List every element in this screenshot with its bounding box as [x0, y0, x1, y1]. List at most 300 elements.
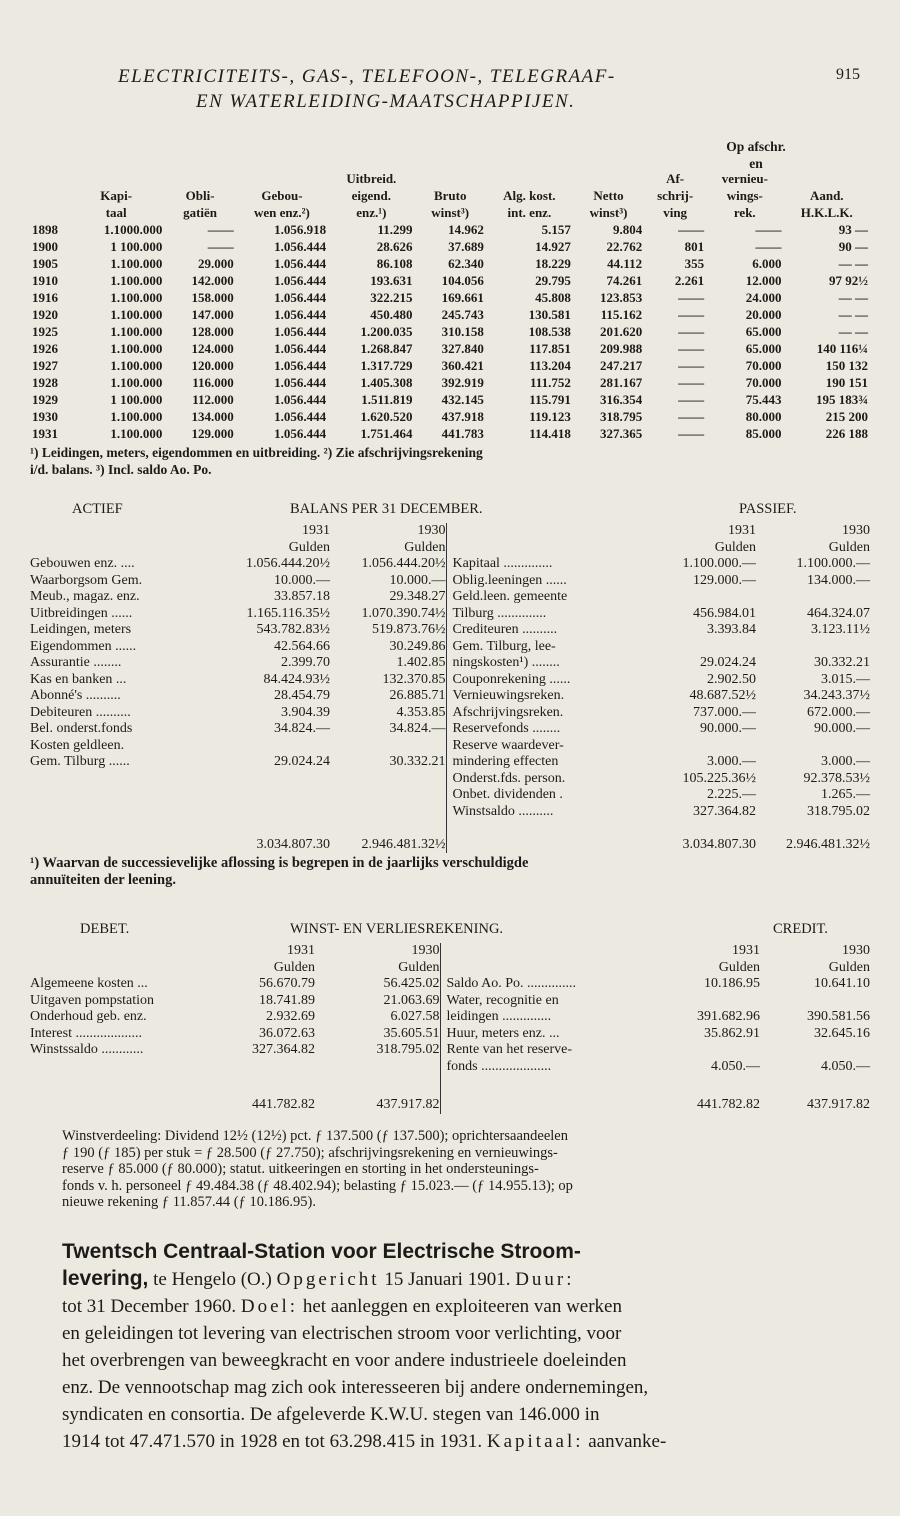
ledger-cell: 1.100.000.—	[796, 556, 870, 571]
ledger-cell: 10.641.10	[814, 976, 870, 991]
ledger-cell: Kapitaal ..............	[446, 556, 646, 573]
table-cell: 1 100.000	[110, 392, 163, 407]
ledger-cell: Interest ...................	[30, 1025, 142, 1041]
table-cell: 1929	[32, 392, 58, 407]
ledger-cell: 92.378.53½	[803, 770, 870, 786]
table-cell: 247.217	[599, 358, 643, 373]
table-cell: 129.000	[191, 426, 234, 441]
ledger-cell: Waarborgsom Gem.	[30, 572, 143, 588]
ledger-cell: 1.100.000.—	[682, 556, 756, 571]
ledger-cell	[30, 804, 220, 821]
ledger-cell: Gem. Tilburg, lee-	[446, 639, 646, 656]
col-header: Bruto	[433, 188, 467, 203]
year-header: 1931	[728, 523, 756, 538]
table-row	[30, 255, 870, 272]
table-cell: 327.365	[599, 426, 643, 441]
ledger-cell	[760, 993, 870, 1010]
table-cell: 1931	[32, 426, 58, 441]
table-cell: ——	[755, 239, 782, 254]
ledger-cell: 2.225.—	[707, 787, 756, 802]
ledger-cell: Bel. onderst.fonds	[30, 721, 133, 736]
col-header	[415, 170, 486, 187]
table-cell: 318.795	[599, 409, 643, 424]
ledger-cell: Couponrekening ......	[446, 672, 646, 689]
ledger-cell: 29.024.24	[274, 754, 330, 769]
ledger-cell	[646, 639, 756, 656]
table-cell: — —	[838, 324, 868, 339]
ledger-row	[30, 1026, 870, 1043]
table-cell: 281.167	[599, 375, 643, 390]
ledger-row	[30, 705, 870, 722]
ledger-cell: 327.364.82	[252, 1042, 315, 1057]
text-line: syndicaten en consortia. De afgeleverde K.W.U. stegen van 146.000 in	[62, 1404, 600, 1425]
text-line: nieuwe rekening ƒ 11.857.44 (ƒ 10.186.95).	[62, 1194, 316, 1210]
total: 437.917.82	[807, 1097, 870, 1112]
table-cell: 80.000	[745, 409, 782, 424]
table-cell: 18.229	[535, 256, 571, 271]
table-cell: 355	[684, 256, 705, 271]
ledger-cell: 10.000.—	[389, 572, 446, 588]
text-line: enz. De vennootschap mag zich ook interesseeren bij andere ondernemingen,	[62, 1377, 649, 1398]
unit-header: Gulden	[273, 959, 315, 975]
ledger-cell: 30.249.86	[389, 638, 446, 654]
ledger-cell: 90.000.—	[700, 721, 756, 736]
table-cell: ——	[678, 426, 705, 441]
ledger-cell: 30.332.21	[814, 655, 870, 670]
ledger-cell: 318.795.02	[807, 803, 870, 819]
ledger-cell: 737.000.—	[693, 704, 756, 720]
table-cell: 22.762	[606, 239, 643, 254]
table-cell: 104.056	[441, 273, 484, 288]
table-cell: 97 92½	[829, 273, 868, 288]
ledger-row	[30, 606, 870, 623]
header-line-2: EN WATERLEIDING-MAATSCHAPPIJEN.	[196, 91, 576, 112]
ledger-cell: 18.741.89	[259, 992, 315, 1008]
table-cell: 90 —	[838, 239, 868, 254]
ledger-cell: 34.243.37½	[803, 688, 870, 703]
table-cell: 1.1000.000	[103, 222, 163, 237]
table-cell: ——	[678, 222, 705, 237]
total: 2.946.481.32½	[786, 836, 870, 852]
profit-loss-account	[30, 943, 870, 1114]
total: 2.946.481.32½	[361, 836, 446, 852]
table-row	[30, 238, 870, 255]
unit-header: Gulden	[398, 959, 440, 975]
ledger-row	[30, 976, 870, 993]
ledger-cell: Winstssaldo ............	[30, 1042, 144, 1057]
table-cell: 245.743	[441, 307, 484, 322]
text-span: het aanleggen en exploiteeren van werken	[298, 1296, 622, 1317]
ledger-cell	[330, 787, 446, 804]
ledger-cell: Winstsaldo ..........	[446, 804, 646, 821]
table-cell: 1.056.444	[274, 375, 327, 390]
table-cell: ——	[678, 392, 705, 407]
ledger-cell	[220, 1059, 315, 1076]
table-cell: 111.752	[530, 375, 571, 390]
ledger-cell: 56.425.02	[383, 976, 440, 991]
table-cell: 1.100.000	[110, 307, 163, 322]
table-cell: 117.851	[529, 341, 571, 356]
table-cell: 6.000	[752, 256, 782, 271]
ledger-cell: Rente van het reserve-	[440, 1042, 655, 1059]
table-cell: ——	[678, 290, 705, 305]
table-cell: 209.988	[599, 341, 643, 356]
ledger-cell: 1.056.444.20½	[361, 556, 446, 571]
table-cell: 1.056.444	[274, 256, 327, 271]
ledger-cell: Reservefonds ........	[446, 721, 646, 738]
ledger-cell: 3.904.39	[281, 704, 330, 720]
ledger-cell: 129.000.—	[693, 572, 756, 588]
ledger-cell: 391.682.96	[697, 1009, 760, 1024]
total: 437.917.82	[376, 1097, 440, 1112]
col-header	[30, 204, 68, 221]
ledger-cell: 456.984.01	[693, 605, 756, 621]
text-line: en geleidingen tot levering van electrischen stroom voor verlichting, voor	[62, 1323, 622, 1344]
table-cell: 65.000	[745, 324, 782, 339]
ledger-cell: Vernieuwingsreken.	[446, 688, 646, 705]
company-entry	[62, 1238, 666, 1455]
table-cell: 226 188	[825, 426, 868, 441]
col-header: gatiën	[183, 205, 218, 220]
table-cell: 147.000	[191, 307, 234, 322]
text-span: te Hengelo (O.)	[148, 1269, 277, 1290]
col-header: rek.	[733, 205, 756, 220]
table-cell: 327.840	[441, 341, 484, 356]
ledger-cell: 35.605.51	[383, 1025, 440, 1041]
ledger-cell: 1.402.85	[396, 655, 446, 670]
ledger-row	[30, 754, 870, 771]
text-span: 15 Januari 1901.	[379, 1269, 516, 1290]
ledger-cell: 4.353.85	[396, 704, 446, 720]
col-header	[236, 170, 328, 187]
col-header	[68, 170, 164, 187]
ledger-row	[30, 1042, 870, 1059]
col-header: int. enz.	[507, 205, 552, 220]
label-opgericht: Opgericht	[276, 1269, 380, 1290]
table-cell: 29.000	[198, 256, 234, 271]
table-cell: 1.317.729	[360, 358, 413, 373]
table-cell: — —	[838, 256, 868, 271]
table-row	[30, 272, 870, 289]
table-cell: 115.162	[600, 307, 643, 322]
table-cell: 45.808	[535, 290, 571, 305]
ledger-cell	[756, 639, 870, 656]
table-cell: 215 200	[825, 409, 868, 424]
ledger-cell: 32.645.16	[814, 1025, 870, 1041]
table-cell: 9.804	[612, 222, 643, 237]
ledger-cell: Abonné's ..........	[30, 688, 121, 703]
label-doel: Doel:	[240, 1296, 299, 1317]
year-header: 1930	[411, 943, 440, 958]
table-cell: 310.158	[441, 324, 484, 339]
ledger-cell: 4.050.—	[711, 1058, 760, 1074]
ledger-cell: ningskosten¹) ........	[446, 655, 646, 672]
text-line: het overbrengen van beweegkracht en voor andere industrieele doeleinden	[62, 1350, 627, 1371]
table-cell: 20.000	[745, 307, 782, 322]
table-cell: 70.000	[745, 375, 782, 390]
table-cell: 193.631	[370, 273, 413, 288]
table-cell: ——	[207, 239, 234, 254]
table-row	[30, 357, 870, 374]
ledger-cell: Geld.leen. gemeente	[446, 589, 646, 606]
table-cell: 108.538	[528, 324, 571, 339]
ledger-cell: 35.862.91	[704, 1025, 760, 1041]
ledger-cell: Afschrijvingsreken.	[446, 705, 646, 722]
text-span: aanvanke-	[583, 1431, 667, 1452]
table-cell: 65.000	[745, 341, 782, 356]
ledger-row	[30, 655, 870, 672]
ledger-cell: 3.015.—	[821, 671, 870, 687]
ledger-cell	[315, 1059, 440, 1076]
ledger-cell: 34.824.—	[389, 721, 446, 736]
table-cell: — —	[838, 307, 868, 322]
text-line: Winstverdeeling: Dividend 12½ (12½) pct. ƒ 137.500 (ƒ 137.500); oprichtersaandeelen	[62, 1128, 568, 1144]
table-cell: ——	[678, 307, 705, 322]
col-header: winst³)	[589, 205, 628, 220]
ledger-cell	[756, 589, 870, 606]
ledger-cell	[220, 771, 330, 788]
col-header	[30, 170, 68, 187]
ledger-cell: Reserve waardever-	[446, 738, 646, 755]
ledger-cell	[646, 738, 756, 755]
wv-title: WINST- EN VERLIESREKENING.	[290, 921, 504, 937]
table-cell: 1927	[32, 358, 58, 373]
table-row	[30, 374, 870, 391]
table-cell: 322.215	[370, 290, 413, 305]
ledger-row	[30, 1059, 870, 1076]
ledger-cell: Crediteuren ..........	[446, 622, 646, 639]
ledger-cell: Leidingen, meters	[30, 622, 132, 637]
ledger-cell: Meub., magaz. enz.	[30, 589, 140, 604]
table-cell: 142.000	[191, 273, 234, 288]
table-cell: 316.354	[599, 392, 643, 407]
ledger-cell: Onderst.fds. person.	[446, 771, 646, 788]
ledger-cell: 2.902.50	[707, 671, 756, 687]
ledger-cell: 132.370.85	[382, 671, 446, 687]
table-cell: 5.157	[541, 222, 571, 237]
ledger-cell: 543.782.83½	[256, 622, 330, 637]
ledger-cell: Algemeene kosten ...	[30, 976, 148, 991]
table-cell: 1 100.000	[110, 239, 163, 254]
year-header: 1930	[417, 523, 446, 538]
ledger-cell: 318.795.02	[376, 1042, 440, 1057]
ledger-cell	[220, 738, 330, 755]
ledger-cell: Kosten geldleen.	[30, 737, 125, 753]
table-cell: 1.100.000	[110, 324, 163, 339]
table-cell: 124.000	[191, 341, 234, 356]
ledger-cell: 30.332.21	[389, 754, 446, 769]
history-table	[30, 170, 870, 478]
ledger-cell: Tilburg ..............	[446, 606, 646, 623]
ledger-row	[30, 993, 870, 1010]
col-header: Netto	[593, 188, 624, 203]
table-cell: 37.689	[448, 239, 484, 254]
ledger-cell: leidingen ..............	[440, 1009, 655, 1026]
col-header: winst³)	[431, 205, 470, 220]
table-cell: 441.783	[441, 426, 484, 441]
table-cell: 2.261	[674, 273, 705, 288]
table-cell: ——	[207, 222, 234, 237]
ledger-cell: 10.000.—	[274, 572, 330, 588]
table-cell: 113.204	[529, 358, 571, 373]
year-header: 1931	[302, 523, 330, 538]
col-header: schrij-	[657, 188, 694, 203]
ledger-row	[30, 556, 870, 573]
table-cell: 1.268.847	[360, 341, 413, 356]
col-header: wen enz.²)	[254, 205, 310, 220]
col-header	[30, 187, 68, 204]
table-cell: 1.056.444	[274, 392, 327, 407]
unit-header: Gulden	[828, 959, 870, 975]
table-cell: 128.000	[191, 324, 234, 339]
ledger-cell: Debiteuren ..........	[30, 704, 131, 720]
text-line: reserve ƒ 85.000 (ƒ 80.000); statut. uitkeeringen en storting in het ondersteunings-	[62, 1161, 539, 1177]
table-cell: 450.480	[370, 307, 413, 322]
col-header: vernieu-	[721, 171, 768, 186]
ledger-cell: 1.165.116.35½	[246, 605, 330, 621]
table-cell: 1.620.520	[360, 409, 413, 424]
unit-header: Gulden	[828, 539, 870, 555]
table-cell: 169.661	[441, 290, 484, 305]
ledger-cell: 28.454.79	[274, 688, 330, 703]
table-cell: 150 132	[825, 358, 868, 373]
ledger-cell: 48.687.52½	[689, 688, 756, 703]
ledger-cell: 134.000.—	[807, 572, 870, 588]
col-header	[164, 170, 235, 187]
table-cell: 1.200.035	[360, 324, 413, 339]
header-text: Op afschr.	[726, 139, 786, 154]
ledger-cell: 519.873.76½	[372, 622, 446, 637]
ledger-cell: 2.399.70	[281, 655, 330, 670]
col-header	[486, 170, 573, 187]
ledger-cell: Assurantie ........	[30, 655, 122, 670]
unit-header: Gulden	[718, 959, 760, 975]
table-cell: 1916	[32, 290, 58, 305]
company-name-cont: levering,	[62, 1267, 149, 1290]
wv-debet-label: DEBET.	[80, 921, 130, 937]
table-row	[30, 306, 870, 323]
ledger-cell: Uitgaven pompstation	[30, 992, 155, 1008]
ledger-cell: Uitbreidingen ......	[30, 605, 133, 621]
table-cell: 392.919	[441, 375, 484, 390]
table-cell: 1.100.000	[110, 358, 163, 373]
table-cell: 1.751.464	[360, 426, 413, 441]
table-cell: 1.056.444	[274, 358, 327, 373]
header-line-1: ELECTRICITEITS-, GAS-, TELEFOON-, TELEGRAAF-	[118, 66, 616, 87]
ledger-row	[30, 804, 870, 821]
ledger-cell: 3.393.84	[707, 622, 756, 637]
table-cell: 1.056.444	[274, 239, 327, 254]
ledger-cell: Oblig.leeningen ......	[446, 573, 646, 590]
table-cell: 112.000	[192, 392, 234, 407]
table-cell: ——	[678, 324, 705, 339]
text-span: tot 31 December 1960.	[62, 1296, 241, 1317]
ledger-cell: 1.056.444.20½	[246, 556, 330, 571]
table-cell: 11.299	[377, 222, 413, 237]
table-cell: 1.056.444	[274, 290, 327, 305]
ledger-cell	[646, 589, 756, 606]
ledger-cell	[220, 804, 330, 821]
table-cell: 62.340	[448, 256, 484, 271]
table-cell: 120.000	[191, 358, 234, 373]
text-span: 1914 tot 47.471.570 in 1928 en tot 63.298.415 in 1931.	[62, 1431, 487, 1452]
ledger-cell: 327.364.82	[693, 803, 756, 819]
table-cell: 130.581	[528, 307, 571, 322]
ledger-cell	[30, 1059, 220, 1076]
ledger-row	[30, 787, 870, 804]
table-cell: 1.100.000	[110, 256, 163, 271]
ledger-row	[30, 672, 870, 689]
table-cell: 119.123	[529, 409, 571, 424]
ledger-cell: 33.857.18	[274, 589, 330, 604]
ledger-cell	[756, 738, 870, 755]
ledger-cell	[330, 738, 446, 755]
label-duur: Duur:	[515, 1269, 575, 1290]
table-cell: 1905	[32, 256, 58, 271]
table-cell: 190 151	[825, 375, 868, 390]
unit-header: Gulden	[404, 539, 446, 555]
col-header	[784, 170, 870, 187]
table-cell: 1.100.000	[110, 375, 163, 390]
table-cell: 1.056.444	[274, 307, 327, 322]
ledger-cell: Huur, meters enz. ...	[440, 1026, 655, 1043]
ledger-cell	[330, 771, 446, 788]
ledger-cell: 42.564.66	[274, 638, 330, 654]
table-cell: 115.791	[529, 392, 571, 407]
table-cell: ——	[678, 409, 705, 424]
col-header: H.K.L.K.	[800, 205, 853, 220]
table-cell: 1910	[32, 273, 58, 288]
table-cell: ——	[678, 358, 705, 373]
ledger-cell: 21.063.69	[383, 992, 440, 1008]
table-cell: 74.261	[606, 273, 643, 288]
ledger-cell	[655, 993, 760, 1010]
table-cell: 123.853	[599, 290, 643, 305]
col-header: ving	[663, 205, 688, 220]
table-cell: 85.000	[745, 426, 782, 441]
ledger-cell	[760, 1042, 870, 1059]
col-header: Gebou-	[261, 188, 303, 203]
ledger-cell: Onbet. dividenden .	[446, 787, 646, 804]
ledger-cell: 672.000.—	[807, 704, 870, 720]
table-cell: 1.056.444	[274, 273, 327, 288]
ledger-cell: fonds ....................	[440, 1059, 655, 1076]
table-cell: 14.962	[448, 222, 484, 237]
table-cell: 1.100.000	[110, 426, 163, 441]
balans-title: BALANS PER 31 DECEMBER.	[290, 501, 483, 517]
ledger-row	[30, 639, 870, 656]
table-row	[30, 221, 870, 238]
ledger-row	[30, 688, 870, 705]
text-line: fonds v. h. personeel ƒ 49.484.38 (ƒ 48.402.94); belasting ƒ 15.023.— (ƒ 14.955.13); op	[62, 1177, 573, 1194]
total: 441.782.82	[252, 1097, 315, 1112]
ledger-cell	[655, 1042, 760, 1059]
ledger-cell: 56.670.79	[259, 976, 315, 991]
table-cell: 1920	[32, 307, 58, 322]
table-cell: 432.145	[441, 392, 484, 407]
table-cell: 1.056.444	[274, 426, 327, 441]
ledger-cell: 3.123.11½	[811, 622, 870, 637]
col-header	[573, 170, 644, 187]
table-cell: 195 183¾	[816, 392, 868, 407]
year-header: 1930	[842, 943, 870, 958]
table-cell: 24.000	[745, 290, 782, 305]
ledger-row	[30, 1009, 870, 1026]
table-cell: 1.056.444	[274, 409, 327, 424]
col-header: Obli-	[185, 188, 215, 203]
table-cell: 1.100.000	[110, 409, 163, 424]
table-cell: 93 —	[838, 222, 868, 237]
